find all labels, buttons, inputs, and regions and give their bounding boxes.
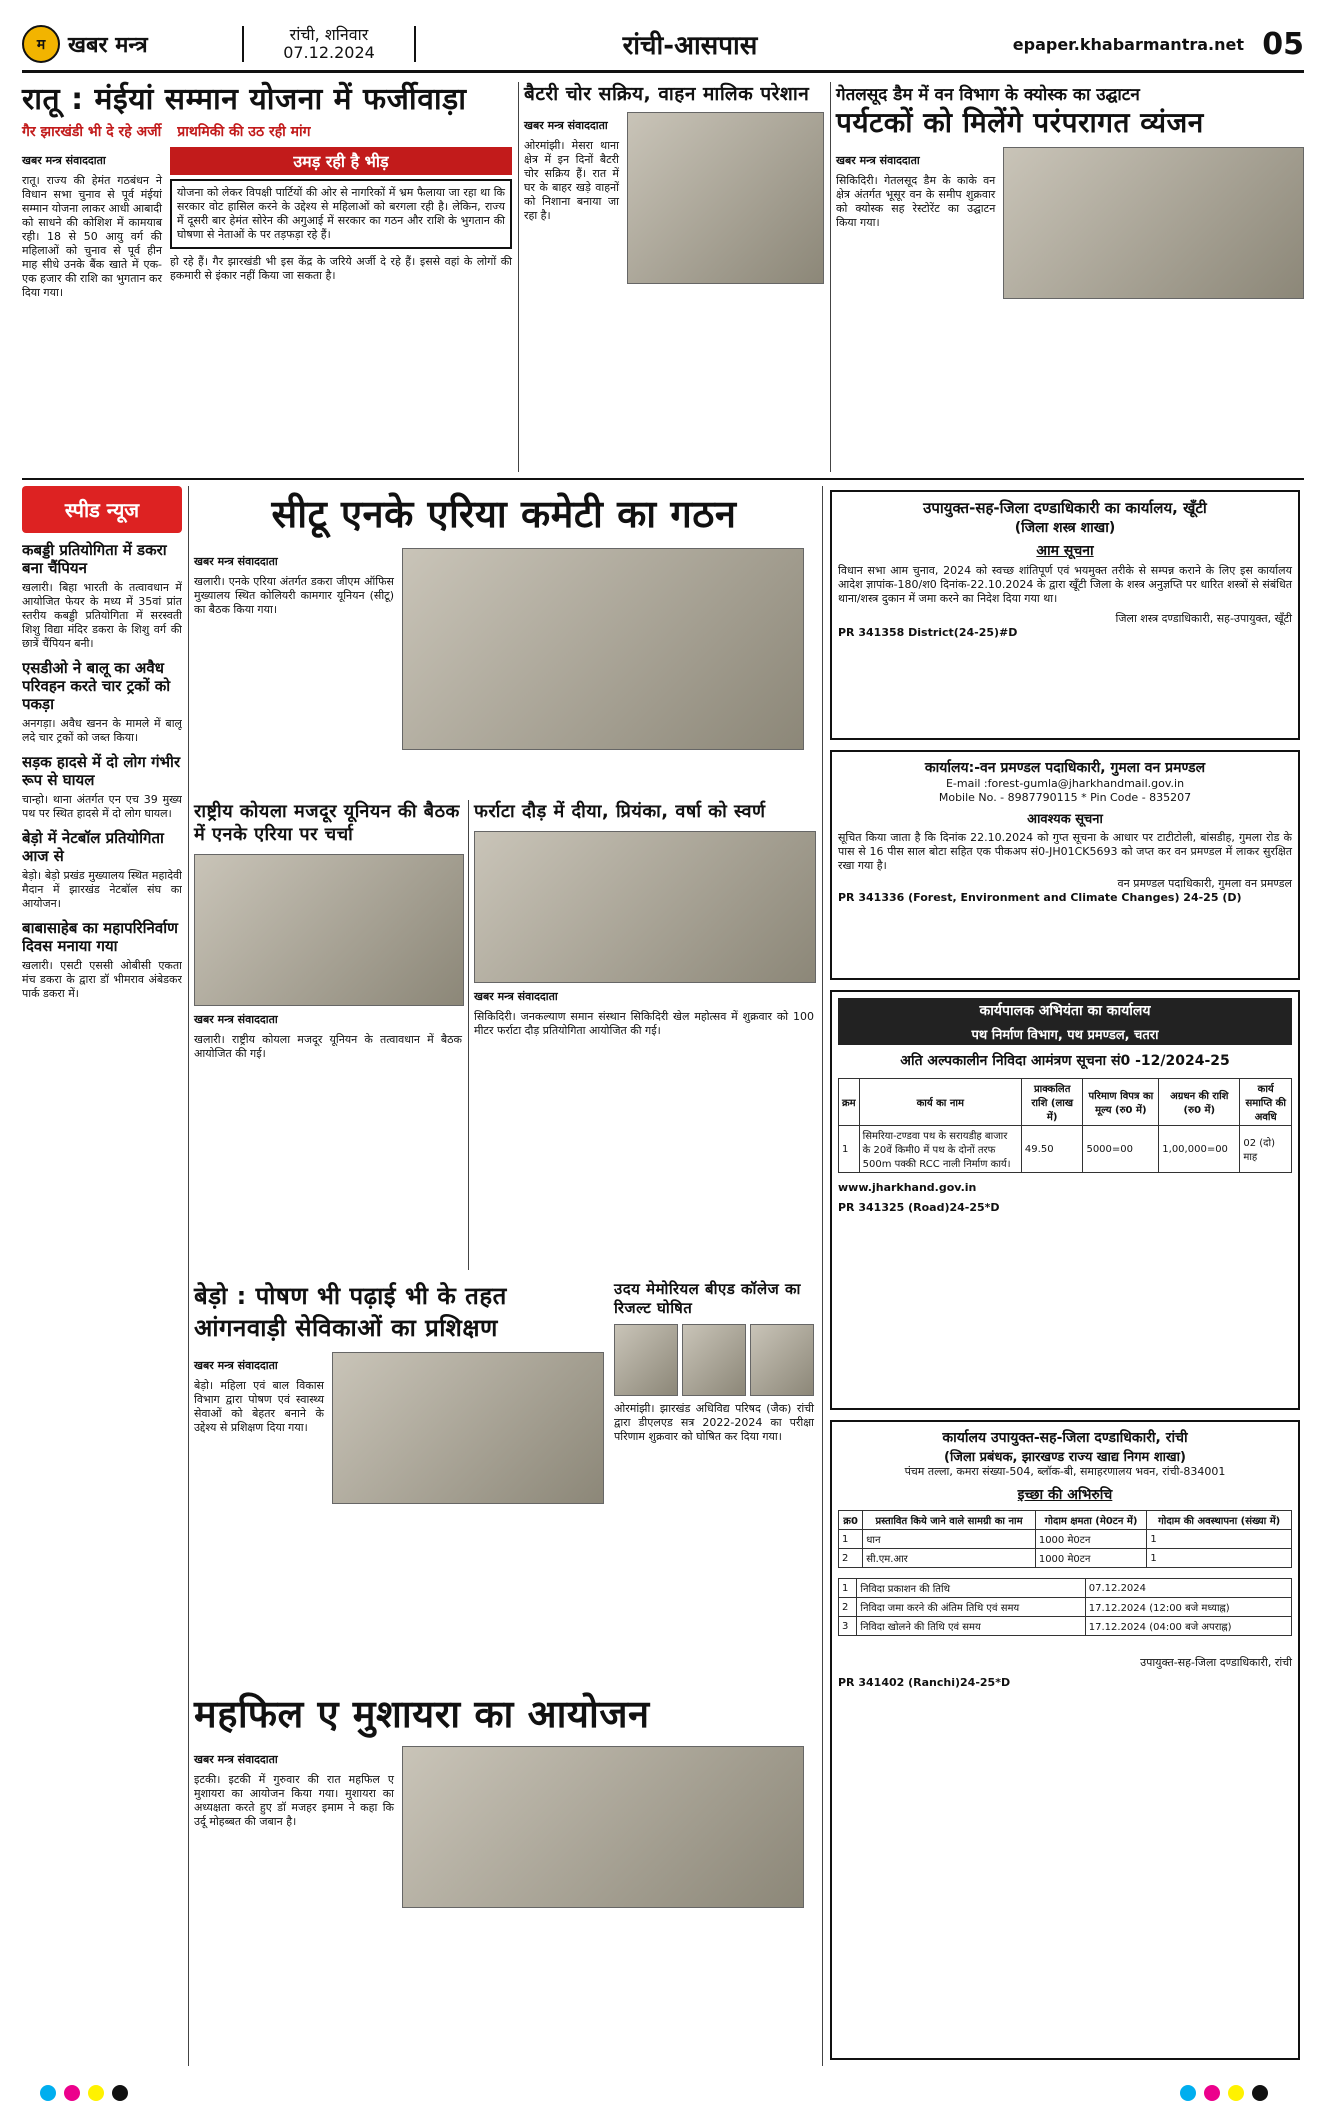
- story-koyla: [194, 800, 462, 1270]
- table-cell: 49.50: [1021, 1126, 1083, 1173]
- student-photo: [682, 1324, 746, 1396]
- highlight-box: योजना को लेकर विपक्षी पार्टियों की ओर से नागरिकों में भ्रम फैलाया जा रहा था कि सरकार वोट हासिल करने के उद्देश्य से महिलाओं को बरगला रही है। लेकिन, राज्य में दूसरी बार हेमंत सोरेन की अगुआई में सरकार का गठन और राशि के भुगतान की घोषणा से नेताओं के पर तड़फड़ा रहे हैं।: [170, 179, 512, 249]
- notice-address: पंचम तल्ला, कमरा संख्या-504, ब्लॉक-बी, समाहरणालय भवन, रांची-834001: [904, 1465, 1226, 1478]
- cyan-dot: [1180, 2085, 1196, 2101]
- notice-mobile: Mobile No. - 8987790115 * Pin Code - 835207: [938, 791, 1192, 804]
- notice-subtitle: (जिला शस्त्र शाखा): [1014, 520, 1116, 536]
- table-cell: धान: [863, 1530, 1036, 1549]
- table-header: क्र0: [839, 1511, 863, 1530]
- table-row: [839, 1530, 1292, 1549]
- table-header: परिमाण विपत्र का मूल्य (रु0 में): [1083, 1079, 1159, 1126]
- winners-photo: [474, 831, 816, 983]
- notice-title: उपायुक्त-सह-जिला दण्डाधिकारी का कार्यालय, खूँटी: [923, 499, 1207, 517]
- brief-title: बाबासाहेब का महापरिनिर्वाण दिवस मनाया गया: [22, 919, 178, 955]
- logo-text: खबर मन्त्र: [68, 33, 148, 58]
- story-citu: [194, 490, 814, 790]
- table-cell: 1: [839, 1579, 857, 1598]
- magenta-dot: [64, 2085, 80, 2101]
- story-ratu: [22, 82, 512, 472]
- table-header: कार्य का नाम: [859, 1079, 1021, 1126]
- story-byline: खबर मन्त्र संवाददाता: [194, 1753, 278, 1766]
- notice-signature: वन प्रमण्डल पदाधिकारी, गुमला वन प्रमण्डल: [1117, 877, 1292, 890]
- issue-date: 07.12.2024: [283, 43, 375, 62]
- story-byline: खबर मन्त्र संवाददाता: [194, 1013, 278, 1026]
- table-cell: 5000=00: [1083, 1126, 1159, 1173]
- table-cell: 17.12.2024 (04:00 बजे अपराह्न): [1085, 1617, 1291, 1636]
- black-dot: [112, 2085, 128, 2101]
- brief-body: चान्हो। थाना अंतर्गत एन एच 39 मुख्य पथ पर स्थित हादसे में दो लोग घायल।: [22, 793, 182, 820]
- story-body: ओरमांझी। मेसरा थाना क्षेत्र में इन दिनों बैटरी चोर सक्रिय हैं। रात में घर के बाहर खड़े वाहनों को निशाना बनाया जा रहा है।: [524, 139, 619, 222]
- table-cell: 1: [839, 1530, 863, 1549]
- brief-body: खलारी। एसटी एससी ओबीसी एकता मंच डकरा के द्वारा डॉ भीमराव अंबेडकर पार्क डकरा में।: [22, 959, 182, 1000]
- brand-logo: [22, 25, 242, 63]
- group-photo: [1003, 147, 1304, 299]
- story-headline: रातू : मंईयां सम्मान योजना में फर्जीवाड़ा: [22, 82, 467, 117]
- table-row: [839, 1617, 1292, 1636]
- story-headline: सीटू एनके एरिया कमेटी का गठन: [271, 492, 737, 536]
- story-body: हो रहे हैं। गैर झारखंडी भी इस केंद्र के जरिये अर्जी दे रहे हैं। इससे वहां के लोगों की हकमारी से इंकार नहीं किया जा सकता है।: [170, 255, 512, 282]
- notice-heading: आम सूचना: [1036, 543, 1094, 559]
- yellow-dot: [1228, 2085, 1244, 2101]
- magenta-dot: [1204, 2085, 1220, 2101]
- table-cell: 02 (दो) माह: [1240, 1126, 1292, 1173]
- story-headline: पर्यटकों को मिलेंगे परंपरागत व्यंजन: [836, 106, 1204, 139]
- brief-body: बेड़ो। बेड़ो प्रखंड मुख्यालय स्थित महादेवी मैदान में झारखंड नेटबॉल संघ का आयोजन।: [22, 869, 182, 910]
- notice-email: E-mail :forest-gumla@jharkhandmail.gov.in: [945, 777, 1185, 790]
- registration-marks-right: [1180, 2085, 1268, 2101]
- story-headline: राष्ट्रीय कोयला मजदूर यूनियन की बैठक में एनके एरिया पर चर्चा: [194, 801, 460, 845]
- story-bed-result: [614, 1280, 814, 1680]
- speed-news-sidebar: [22, 486, 182, 2066]
- brief-title: कबड्डी प्रतियोगिता में डकरा बना चैंपियन: [22, 541, 167, 577]
- brief-body: खलारी। बिहा भारती के तत्वावधान में आयोजित फेयर के मध्य में 35वां प्रांत स्तरीय कबड्डी प्रतियोगिता में सरस्वती शिशु विद्या मंदिर डकरा के शिशु वर्ग की छात्रें चैंपियन बनी।: [22, 581, 182, 650]
- notice-ref: PR 341325 (Road)24-25*D: [838, 1201, 1000, 1214]
- student-photo: [614, 1324, 678, 1396]
- training-photo: [332, 1352, 604, 1504]
- story-getalsud: [836, 82, 1304, 472]
- brief-body: अनगड़ा। अवैध खनन के मामले में बालू लदे चार ट्रकों को जब्त किया।: [22, 717, 182, 744]
- table-row: [839, 1549, 1292, 1568]
- dates-table: [838, 1578, 1292, 1636]
- table-cell: निविदा प्रकाशन की तिथि: [857, 1579, 1085, 1598]
- story-anganwadi: [194, 1280, 604, 1680]
- horizontal-rule: [22, 478, 1304, 480]
- table-row: [839, 1598, 1292, 1617]
- table-cell: 2: [839, 1598, 857, 1617]
- table-cell: निविदा जमा करने की अंतिम तिथि एवं समय: [857, 1598, 1085, 1617]
- table-cell: 3: [839, 1617, 857, 1636]
- notice-chatra-tender: [830, 990, 1300, 1410]
- story-body: बेड़ो। महिला एवं बाल विकास विभाग द्वारा पोषण एवं स्वास्थ्य सेवाओं को बेहतर बनाने के उद्देश्य से प्रशिक्षण दिया गया।: [194, 1379, 324, 1434]
- notice-gumla-forest: [830, 750, 1300, 980]
- story-headline: बैटरी चोर सक्रिय, वाहन मालिक परेशान: [524, 83, 810, 105]
- table-cell: 1000 मे0टन: [1035, 1530, 1147, 1549]
- notice-ranchi-eoi: [830, 1420, 1300, 2060]
- brief-title: बेड़ो में नेटबॉल प्रतियोगिता आज से: [22, 829, 164, 865]
- brief-title: सड़क हादसे में दो लोग गंभीर रूप से घायल: [22, 753, 181, 789]
- meeting-photo: [402, 548, 804, 750]
- notice-subtitle: पथ निर्माण विभाग, पथ प्रमण्डल, चतरा: [838, 1023, 1292, 1045]
- table-header: क्रम: [839, 1079, 860, 1126]
- story-kicker: गेतलसूद डैम में वन विभाग के क्योस्क का उद्घाटन: [836, 85, 1140, 105]
- student-photo: [750, 1324, 814, 1396]
- speed-news-badge: स्पीड न्यूज: [22, 486, 182, 533]
- notice-body: विधान सभा आम चुनाव, 2024 को स्वच्छ शांतिपूर्ण एवं भयमुक्त तरीके से सम्पन्न कराने के लिए इस कार्यालय आदेश ज्ञापांक-180/श0 दिनांक-22.10.2024 के द्वारा खूँटी जिला के शस्त्र अनुज्ञप्ति पर धारित शस्त्रों से संबंधित थाना/शस्त्र दुकान में जमा करने का निदेश दिया गया था।: [838, 564, 1292, 605]
- story-byline: खबर मन्त्र संवाददाता: [22, 154, 106, 167]
- table-row: [839, 1579, 1292, 1598]
- table-header: गोदाम क्षमता (मे0टन में): [1035, 1511, 1147, 1530]
- table-cell: 1000 मे0टन: [1035, 1549, 1147, 1568]
- brief-title: एसडीओ ने बालू का अवैध परिवहन करते चार ट्रकों को पकड़ा: [22, 659, 171, 713]
- notice-ref: PR 341402 (Ranchi)24-25*D: [838, 1676, 1011, 1689]
- story-headline: महफिल ए मुशायरा का आयोजन: [194, 1692, 650, 1736]
- table-header: अग्रधन की राशि (रु0 में): [1159, 1079, 1240, 1126]
- notice-signature: उपायुक्त-सह-जिला दण्डाधिकारी, रांची: [1140, 1656, 1292, 1669]
- registration-marks-left: [40, 2085, 128, 2101]
- notice-body: सूचित किया जाता है कि दिनांक 22.10.2024 को गुप्त सूचना के आधार पर टाटीटोली, बांसडीह, गुमला रोड के पास से 16 पीस साल बोटा सहित एक पीकअप सं0-JH01CK5693 को जप्त कर वन प्रमण्डल में लाकर सुरक्षित रखा गया है।: [838, 831, 1292, 872]
- notice-title: कार्यालय:-वन प्रमण्डल पदाधिकारी, गुमला वन प्रमण्डल: [924, 760, 1206, 776]
- table-cell: 1: [839, 1126, 860, 1173]
- page-number: 05: [1262, 26, 1304, 62]
- section-title: रांची-आसपास: [622, 31, 758, 61]
- story-body: इटकी। इटकी में गुरुवार की रात महफिल ए मुशायरा का आयोजन किया गया। मुशायरा का अध्यक्षता करते हुए डॉ मजहर इमाम ने कहा कि उर्दू मोहब्बत की जबान है।: [194, 1773, 394, 1828]
- table-cell: 1: [1147, 1549, 1292, 1568]
- story-battery: [524, 82, 824, 472]
- event-photo: [402, 1746, 804, 1908]
- story-byline: खबर मन्त्र संवाददाता: [474, 990, 558, 1003]
- table-cell: 17.12.2024 (12:00 बजे मध्याह्न): [1085, 1598, 1291, 1617]
- tender-number: अति अल्पकालीन निविदा आमंत्रण सूचना सं0 -12/2024-25: [900, 1053, 1230, 1069]
- date-block: [242, 26, 416, 62]
- notice-title: कार्यालय उपायुक्त-सह-जिला दण्डाधिकारी, रांची: [942, 1430, 1188, 1446]
- column-rule: [830, 82, 831, 472]
- yellow-dot: [88, 2085, 104, 2101]
- story-subhead: प्राथमिकी की उठ रही मांग: [177, 124, 311, 140]
- column-rule: [518, 82, 519, 472]
- story-body: रातू। राज्य की हेमंत गठबंधन ने विधान सभा चुनाव से पूर्व मंईयां सम्मान योजना लाकर आधी आबादी को साधने की कोशिश में कामयाब रही। 18 से 50 आयु वर्ग की महिलाओं को चुनाव से पूर्व हीन माह सीधे उनके बैंक खाते में एक-एक हजार की राशि का भुगतान कर दिया गया।: [22, 174, 162, 299]
- city-day: रांची, शनिवार: [289, 25, 369, 44]
- table-cell: 07.12.2024: [1085, 1579, 1291, 1598]
- tender-table: [838, 1078, 1292, 1173]
- column-rule: [822, 486, 823, 2066]
- story-body: सिकिदिरी। गेतलसूद डैम के काके वन क्षेत्र अंतर्गत भूसूर वन के समीप शुक्रवार को क्योस्क सह रेस्टोरेंट का उद्घाटन किया गया।: [836, 174, 996, 229]
- table-cell: निविदा खोलने की तिथि एवं समय: [857, 1617, 1085, 1636]
- table-header: प्राक्कलित राशि (लाख में): [1021, 1079, 1083, 1126]
- column-rule: [188, 486, 189, 2066]
- table-cell: सिमरिया-टण्डवा पथ के सरायडीह बाजार के 20वें किमी0 में पथ के दोनों तरफ 500m पक्की RCC नाली निर्माण कार्य।: [859, 1126, 1021, 1173]
- table-header: गोदाम की अवस्थापना (संख्या में): [1147, 1511, 1292, 1530]
- table-header: कार्य समाप्ति की अवधि: [1240, 1079, 1292, 1126]
- highlight-band: उमड़ रही है भीड़: [170, 147, 512, 175]
- story-subhead: गैर झारखंडी भी दे रहे अर्जी: [22, 124, 162, 140]
- story-byline: खबर मन्त्र संवाददाता: [524, 119, 608, 132]
- notice-subtitle: (जिला प्रबंधक, झारखण्ड राज्य खाद्य निगम शाखा): [944, 1450, 1186, 1465]
- meeting-photo: [194, 854, 464, 1006]
- black-dot: [1252, 2085, 1268, 2101]
- notice-title: कार्यपालक अभियंता का कार्यालय: [838, 998, 1292, 1023]
- story-byline: खबर मन्त्र संवाददाता: [194, 1359, 278, 1372]
- story-body: खलारी। राष्ट्रीय कोयला मजदूर यूनियन के तत्वावधान में बैठक आयोजित की गई।: [194, 1033, 462, 1060]
- story-byline: खबर मन्त्र संवाददाता: [836, 154, 920, 167]
- column-rule: [468, 800, 469, 1270]
- story-body: सिकिदिरी। जनकल्याण समान संस्थान सिकिदिरी खेल महोत्सव में शुक्रवार को 100 मीटर फर्राटा दौड़ प्रतियोगिता आयोजित की गई।: [474, 1010, 814, 1037]
- notice-heading: आवश्यक सूचना: [1027, 812, 1103, 827]
- story-headline: बेड़ो : पोषण भी पढ़ाई भी के तहत आंगनवाड़ी सेविकाओं का प्रशिक्षण: [194, 1282, 507, 1342]
- table-row: [839, 1126, 1292, 1173]
- godown-table: [838, 1510, 1292, 1568]
- story-headline: उदय मेमोरियल बीएड कॉलेज का रिजल्ट घोषित: [614, 1280, 801, 1317]
- cyan-dot: [40, 2085, 56, 2101]
- table-cell: 1: [1147, 1530, 1292, 1549]
- notice-ref: PR 341336 (Forest, Environment and Climate Changes) 24-25 (D): [838, 891, 1242, 904]
- truck-photo: [627, 112, 824, 284]
- table-cell: 2: [839, 1549, 863, 1568]
- table-cell: 1,00,000=00: [1159, 1126, 1240, 1173]
- epaper-url[interactable]: epaper.khabarmantra.net: [1012, 34, 1244, 54]
- notice-khunti-arms: [830, 490, 1300, 740]
- story-body: ओरमांझी। झारखंड अधिविद्य परिषद (जैक) रांची द्वारा डीएलएड सत्र 2022-2024 का परीक्षा परिणाम शुक्रवार को घोषित कर दिया गया।: [614, 1402, 814, 1443]
- notice-ref: PR 341358 District(24-25)#D: [838, 626, 1018, 639]
- story-byline: खबर मन्त्र संवाददाता: [194, 555, 278, 568]
- logo-icon: म: [22, 25, 60, 63]
- story-race: [474, 800, 814, 1270]
- notice-heading: इच्छा की अभिरुचि: [1017, 1487, 1113, 1503]
- story-body: खलारी। एनके एरिया अंतर्गत डकरा जीएम ऑफिस मुख्यालय स्थित कोलियरी कामगार यूनियन (सीटू) का बैठक किया गया।: [194, 575, 394, 616]
- notice-website[interactable]: www.jharkhand.gov.in: [838, 1181, 977, 1194]
- story-headline: फर्राटा दौड़ में दीया, प्रियंका, वर्षा को स्वर्ण: [474, 801, 766, 822]
- story-mushaira: [194, 1690, 814, 2060]
- masthead: [22, 18, 1304, 73]
- table-cell: सी.एम.आर: [863, 1549, 1036, 1568]
- table-header: प्रस्तावित किये जाने वाले सामग्री का नाम: [863, 1511, 1036, 1530]
- notice-signature: जिला शस्त्र दण्डाधिकारी, सह-उपायुक्त, खूँटी: [1115, 612, 1292, 625]
